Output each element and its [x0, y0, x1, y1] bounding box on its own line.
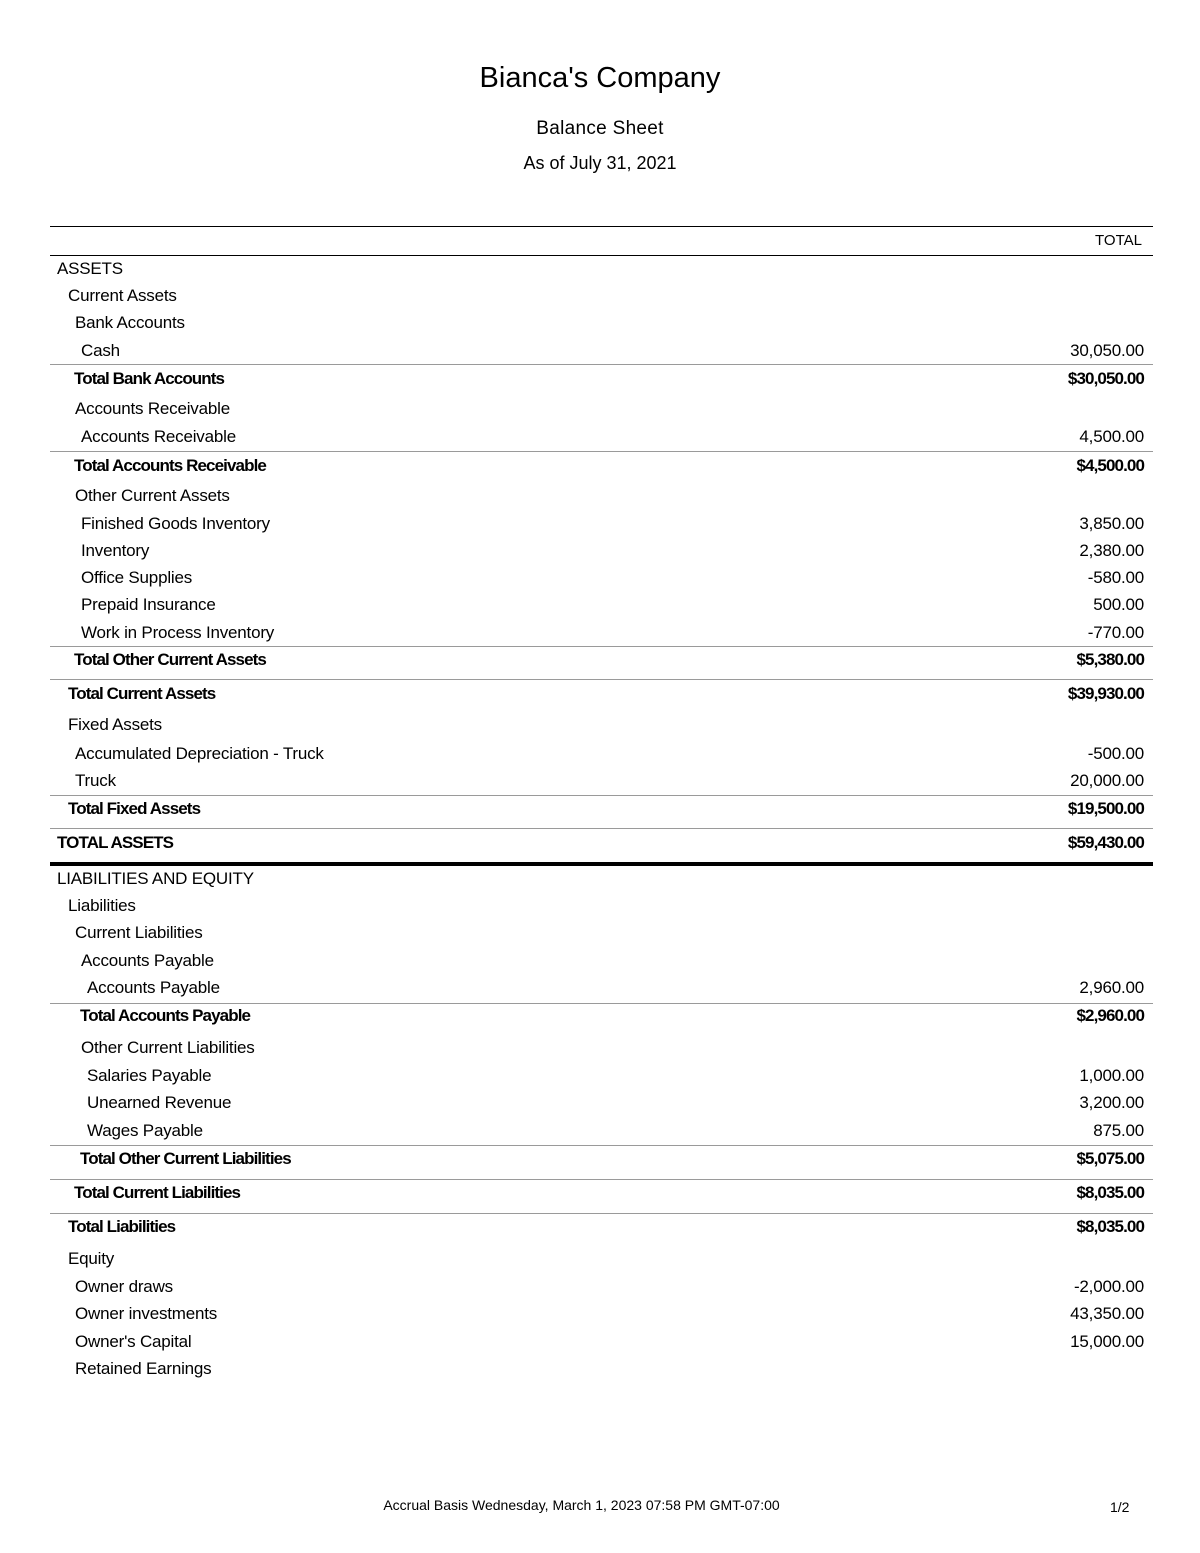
row-amount: 3,200.00: [1079, 1093, 1144, 1112]
row-amount: 875.00: [1093, 1121, 1144, 1140]
account-row-truck: [50, 767, 1153, 795]
row-amount: -580.00: [1087, 568, 1144, 587]
group-row-accounts-receivable: [50, 394, 1153, 423]
total-row-other-current-assets: [50, 646, 1153, 679]
account-row-salaries-payable: [50, 1063, 1153, 1090]
row-amount: 500.00: [1093, 595, 1144, 614]
row-label: Current Liabilities: [75, 923, 203, 942]
row-label: Inventory: [81, 541, 150, 560]
row-amount: $4,500.00: [1076, 456, 1144, 475]
report-date: As of July 31, 2021: [523, 153, 677, 173]
row-label: Retained Earnings: [75, 1359, 212, 1378]
row-label: Bank Accounts: [75, 313, 185, 332]
row-label: Total Current Assets: [68, 684, 216, 703]
group-row-other-current-assets: [50, 481, 1153, 510]
row-label: Unearned Revenue: [87, 1093, 232, 1112]
section-row-liabilities-and-equity: [50, 866, 1153, 893]
row-label: Wages Payable: [87, 1121, 203, 1140]
account-row-accumulated-depreciation-truck: [50, 740, 1153, 767]
row-label: Truck: [75, 771, 116, 790]
account-row-inventory: [50, 537, 1153, 564]
row-label: Office Supplies: [81, 568, 193, 587]
account-row-accounts-payable: [50, 975, 1153, 1003]
row-amount: -770.00: [1087, 623, 1144, 642]
account-row-unearned-revenue: [50, 1090, 1153, 1118]
row-label: TOTAL ASSETS: [57, 833, 174, 852]
total-row-assets: [50, 828, 1153, 866]
row-amount: -500.00: [1087, 744, 1144, 763]
row-label: Owner investments: [75, 1304, 218, 1323]
account-row-cash: [50, 337, 1153, 364]
account-row-office-supplies: [50, 564, 1153, 591]
row-label: Accounts Payable: [81, 951, 214, 970]
account-row-work-in-process-inventory: [50, 619, 1153, 646]
row-amount: 2,380.00: [1079, 541, 1144, 560]
row-amount: $39,930.00: [1067, 684, 1144, 703]
row-amount: 15,000.00: [1070, 1332, 1144, 1351]
company-name: Bianca's Company: [479, 62, 721, 94]
group-row-bank-accounts: [50, 310, 1153, 337]
account-row-retained-earnings: [50, 1355, 1153, 1383]
row-amount: $59,430.00: [1067, 833, 1144, 852]
row-label: Accounts Receivable: [75, 399, 230, 418]
row-label: Current Assets: [68, 286, 177, 305]
total-row-fixed-assets: [50, 795, 1153, 828]
row-label: Total Fixed Assets: [68, 799, 201, 818]
row-label: Total Accounts Receivable: [74, 456, 266, 475]
row-amount: $8,035.00: [1076, 1217, 1144, 1236]
total-row-accounts-payable: [50, 1003, 1153, 1035]
row-label: Liabilities: [68, 896, 136, 915]
row-amount: 20,000.00: [1070, 771, 1144, 790]
row-label: Accumulated Depreciation - Truck: [75, 744, 324, 763]
row-label: Total Accounts Payable: [80, 1006, 251, 1025]
group-row-fixed-assets: [50, 712, 1153, 740]
total-row-bank-accounts: [50, 364, 1153, 394]
row-label: Total Other Current Liabilities: [80, 1149, 291, 1168]
total-row-other-current-liabilities: [50, 1145, 1153, 1179]
row-label: Owner draws: [75, 1277, 173, 1296]
row-amount: 30,050.00: [1070, 341, 1144, 360]
row-amount: 1,000.00: [1079, 1066, 1144, 1085]
report-footer: Accrual Basis Wednesday, March 1, 2023 07:58 PM GMT-07:00: [383, 1497, 780, 1513]
account-row-prepaid-insurance: [50, 591, 1153, 619]
row-label: Total Other Current Assets: [74, 650, 266, 669]
row-amount: $2,960.00: [1076, 1006, 1144, 1025]
row-label: Total Liabilities: [68, 1217, 176, 1236]
group-row-equity: [50, 1245, 1153, 1273]
column-header-row: [50, 227, 1153, 256]
row-label: Prepaid Insurance: [81, 595, 216, 614]
total-row-current-liabilities: [50, 1179, 1153, 1213]
account-row-owner-draws: [50, 1273, 1153, 1300]
group-row-current-liabilities: [50, 920, 1153, 948]
total-row-liabilities: [50, 1213, 1153, 1245]
row-label: Fixed Assets: [68, 715, 162, 734]
row-amount: $5,380.00: [1076, 650, 1144, 669]
row-amount: $5,075.00: [1076, 1149, 1144, 1168]
row-label: LIABILITIES AND EQUITY: [57, 869, 254, 888]
account-row-accounts-receivable: [50, 423, 1153, 451]
total-row-accounts-receivable: [50, 451, 1153, 481]
section-row-assets: [50, 256, 1153, 283]
row-amount: -2,000.00: [1073, 1277, 1144, 1296]
row-amount: 2,960.00: [1079, 978, 1144, 997]
total-column-header: TOTAL: [1095, 232, 1142, 249]
row-label: Equity: [68, 1249, 115, 1268]
account-row-wages-payable: [50, 1118, 1153, 1145]
group-row-other-current-liabilities: [50, 1035, 1153, 1063]
row-label: Accounts Receivable: [81, 427, 236, 446]
group-row-current-assets: [50, 283, 1153, 310]
row-label: ASSETS: [57, 259, 123, 278]
balance-sheet-table: [50, 226, 1153, 1383]
account-row-owner-investments: [50, 1300, 1153, 1328]
row-label: Finished Goods Inventory: [81, 514, 270, 533]
row-label: Other Current Liabilities: [81, 1038, 255, 1057]
report-title: Balance Sheet: [536, 118, 664, 139]
row-label: Work in Process Inventory: [81, 623, 275, 642]
row-label: Cash: [81, 341, 120, 360]
account-row-owners-capital: [50, 1328, 1153, 1355]
row-label: Salaries Payable: [87, 1066, 212, 1085]
group-row-liabilities: [50, 893, 1153, 920]
row-label: Other Current Assets: [75, 486, 230, 505]
row-label: Owner's Capital: [75, 1332, 192, 1351]
page-number: 1/2: [1110, 1499, 1130, 1515]
row-amount: $30,050.00: [1067, 369, 1144, 388]
account-row-finished-goods-inventory: [50, 510, 1153, 537]
row-amount: $19,500.00: [1067, 799, 1144, 818]
row-label: Total Current Liabilities: [74, 1183, 241, 1202]
row-amount: 4,500.00: [1079, 427, 1144, 446]
row-amount: 3,850.00: [1079, 514, 1144, 533]
row-amount: $8,035.00: [1076, 1183, 1144, 1202]
row-label: Total Bank Accounts: [74, 369, 225, 388]
row-label: Accounts Payable: [87, 978, 220, 997]
group-row-accounts-payable: [50, 948, 1153, 975]
total-row-current-assets: [50, 679, 1153, 712]
row-amount: 43,350.00: [1070, 1304, 1144, 1323]
